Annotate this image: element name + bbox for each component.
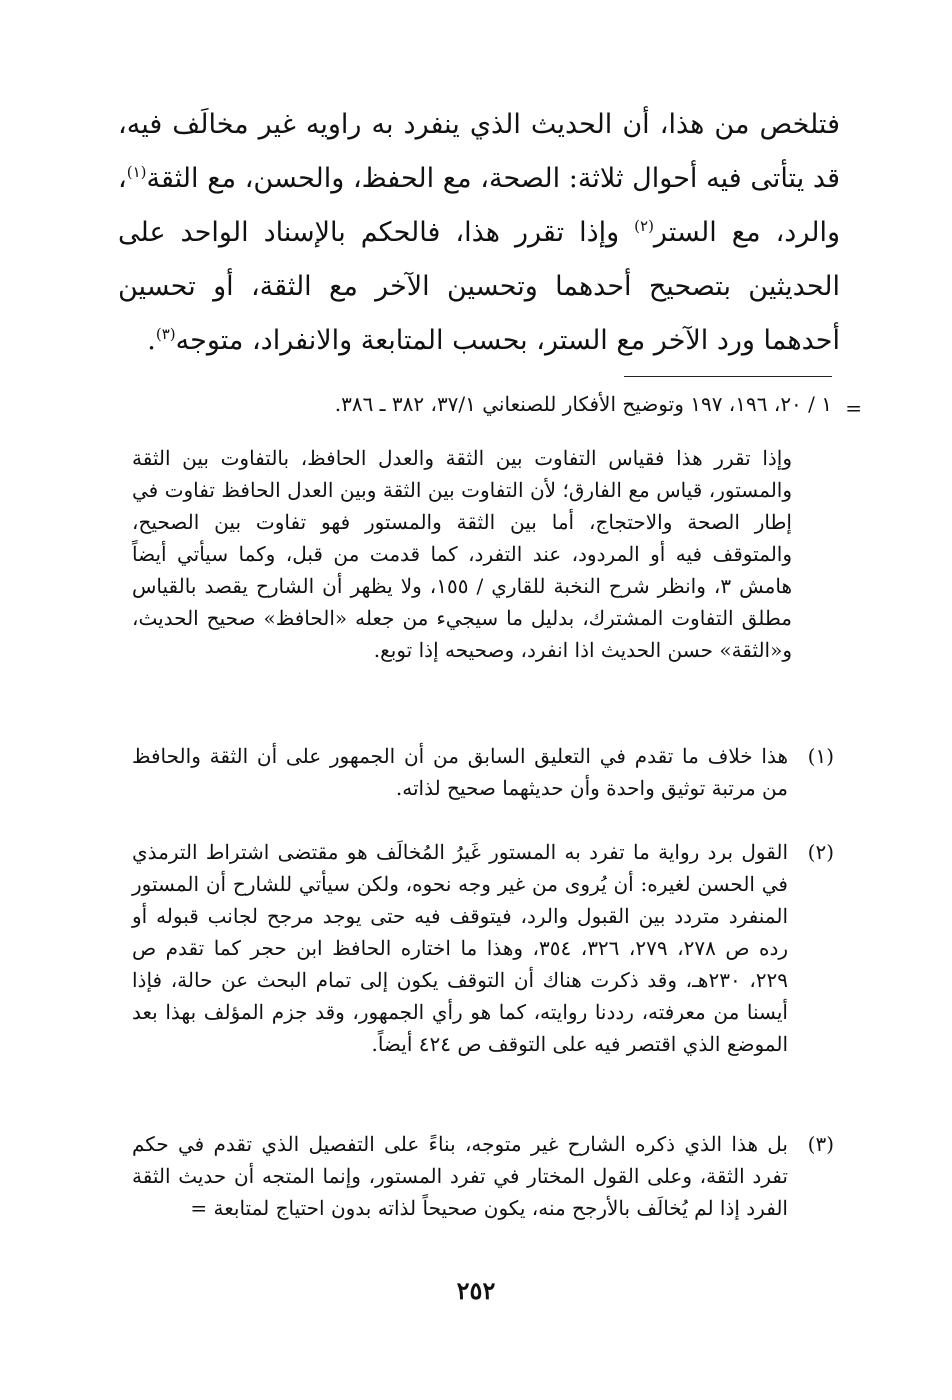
footnote-separator xyxy=(624,376,832,377)
page-number: ٢٥٢ xyxy=(456,1276,496,1305)
main-text xyxy=(118,98,840,368)
main-paragraph xyxy=(118,98,840,368)
footnote-number: (٣) xyxy=(807,1132,834,1156)
footnote-1 xyxy=(132,740,834,804)
main-text-part-1: فتلخص من هذا، أن الحديث الذي ينفرد به راويه غير مخالَف فيه، قد يتأتى فيه أحوال ثلاثة: الصحة، مع الحفظ، والحسن، مع الثقة xyxy=(118,109,840,194)
footnote-number: (١) xyxy=(807,744,834,768)
footnote-ref-1[interactable]: (١) xyxy=(126,163,147,181)
footnote-ref-2[interactable]: (٢) xyxy=(634,217,654,235)
footnote-continuation-paragraph: وإذا تقرر هذا فقياس التفاوت بين الثقة والعدل الحافظ، بالتفاوت بين الثقة والمستور، قياس مع الفارق؛ لأن التفاوت بين الثقة وبين العدل الحافظ تفاوت في إطار الصحة والاحتجاج، أما بين الثقة والمستور فهو تفاوت بين الصحيح، والمتوقف فيه أو المردود، عند التفرد، كما قدمت من قبل، وكما سيأتي أيضاً هامش ٣، وانظر شرح النخبة للقاري / ١٥٥، ولا يظهر أن الشارح يقصد بالقياس مطلق التفاوت المشترك، بدليل ما سيجيء من جعله «الحافظ» صحيح الحديث، و«الثقة» حسن الحديث اذا انفرد، وصحيحه إذا توبع. xyxy=(132,446,792,662)
main-text-part-3: وإذا تقرر هذا، فالحكم بالإسناد الواحد على الحديثين بتصحيح أحدهما وتحسين الآخر مع الثقة، أو تحسين أحدهما ورد الآخر مع الستر، بحسب المتابعة والانفراد، متوجه xyxy=(118,217,840,356)
continuation-mark: = xyxy=(845,396,862,420)
main-text-part-2: ، والرد، مع الستر xyxy=(118,163,840,248)
footnote-continuation-line: ١ / ٢٠، ١٩٦، ١٩٧ وتوضيح الأفكار للصنعاني ٣٧/١، ٣٨٢ ـ ٣٨٦. xyxy=(334,392,832,416)
footnote-ref-3[interactable]: (٣) xyxy=(155,325,176,343)
footnote-text: القول برد رواية ما تفرد به المستور غَيرُ المُخالَف هو مقتضى اشتراط الترمذي في الحسن لغيره: أن يُروى من غير وجه نحوه، ولكن سيأتي للشارح أن المستور المنفرد متردد بين القبول والرد، فيتوقف فيه حتى يوجد مرجح لجانب قبوله أو رده ص ٢٧٨، ٢٧٩، ٣٢٦، ٣٥٤، وهذا ما اختاره الحافظ ابن حجر كما تقدم ص ٢٢٩، ٢٣٠هـ، وقد ذكرت هناك أن التوقف يكون إلى تمام البحث عن حالة، فإذا أيسنا من معرفته، رددنا روايته، كما هو رأي الجمهور، وقد جزم المؤلف بهذا بعد الموضع الذي اقتصر فيه على التوقف ص ٤٢٤ أيضاً. xyxy=(132,840,789,1056)
footnote-text: هذا خلاف ما تقدم في التعليق السابق من أن الجمهور على أن الثقة والحافظ من مرتبة توثيق واحدة وأن حديثهما صحيح لذاته. xyxy=(132,744,788,800)
footnote-text: بل هذا الذي ذكره الشارح غير متوجه، بناءً على التفصيل الذي تقدم في حكم تفرد الثقة، وعلى القول المختار في تفرد المستور، وإنما المتجه أن حديث الثقة الفرد إذا لم يُخالَف بالأرجح منه، يكون صحيحاً لذاته بدون احتياج لمتابعة = xyxy=(132,1132,788,1220)
footnote-3 xyxy=(132,1128,834,1224)
footnote-2 xyxy=(132,836,834,1060)
main-text-end: . xyxy=(147,325,156,356)
footnote-number: (٢) xyxy=(807,840,834,864)
